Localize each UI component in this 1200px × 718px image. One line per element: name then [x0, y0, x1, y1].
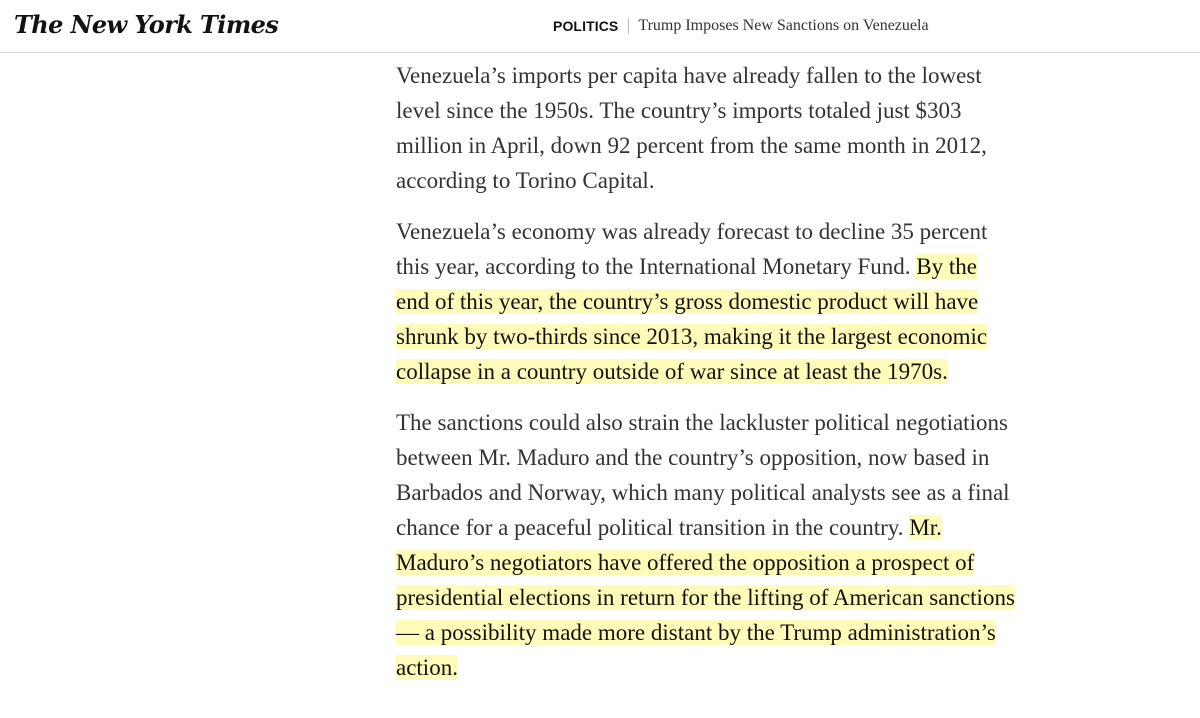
paragraph-line: The sanctions could also strain the lackluster political negotiations	[396, 410, 1008, 435]
highlighted-text: By the	[916, 254, 977, 279]
highlighted-text: action.	[396, 655, 458, 680]
paragraph-line: Venezuela’s economy was already forecast to decline 35 percent	[396, 219, 988, 244]
paragraph-line: Venezuela’s imports per capita have already fallen to the lowest	[396, 63, 982, 88]
masthead-bar	[0, 0, 1200, 53]
paragraph-economy	[396, 214, 1156, 389]
section-nav	[553, 17, 929, 35]
highlighted-text: Mr.	[909, 515, 942, 540]
highlighted-text: — a possibility made more distant by the Trump administration’s	[396, 620, 996, 645]
paragraph-line: this year, according to the International Monetary Fund.	[396, 254, 917, 279]
paragraph-imports	[396, 58, 1156, 198]
section-divider	[628, 18, 629, 34]
paragraph-line: between Mr. Maduro and the country’s opposition, now based in	[396, 445, 990, 470]
paragraph-line: chance for a peaceful political transition in the country.	[396, 515, 910, 540]
highlighted-text: end of this year, the country’s gross domestic product will have	[396, 289, 979, 314]
section-link-politics[interactable]: POLITICS	[553, 18, 619, 34]
article-headline: Trump Imposes New Sanctions on Venezuela	[638, 17, 929, 34]
paragraph-line: according to Torino Capital.	[396, 168, 655, 193]
highlighted-text: shrunk by two-thirds since 2013, making it the largest economic	[396, 324, 988, 349]
highlighted-text: collapse in a country outside of war since at least the 1970s.	[396, 359, 948, 384]
highlighted-text: Maduro’s negotiators have offered the opposition a prospect of	[396, 550, 975, 575]
highlighted-text: presidential elections in return for the lifting of American sanctions	[396, 585, 1015, 610]
paragraph-line: million in April, down 92 percent from the same month in 2012,	[396, 133, 987, 158]
paragraph-negotiations	[396, 405, 1156, 685]
nyt-logo[interactable]: The New York Times	[14, 10, 279, 39]
paragraph-line: Barbados and Norway, which many political analysts see as a final	[396, 480, 1010, 505]
article-body	[396, 58, 1156, 701]
paragraph-line: level since the 1950s. The country’s imports totaled just $303	[396, 98, 962, 123]
